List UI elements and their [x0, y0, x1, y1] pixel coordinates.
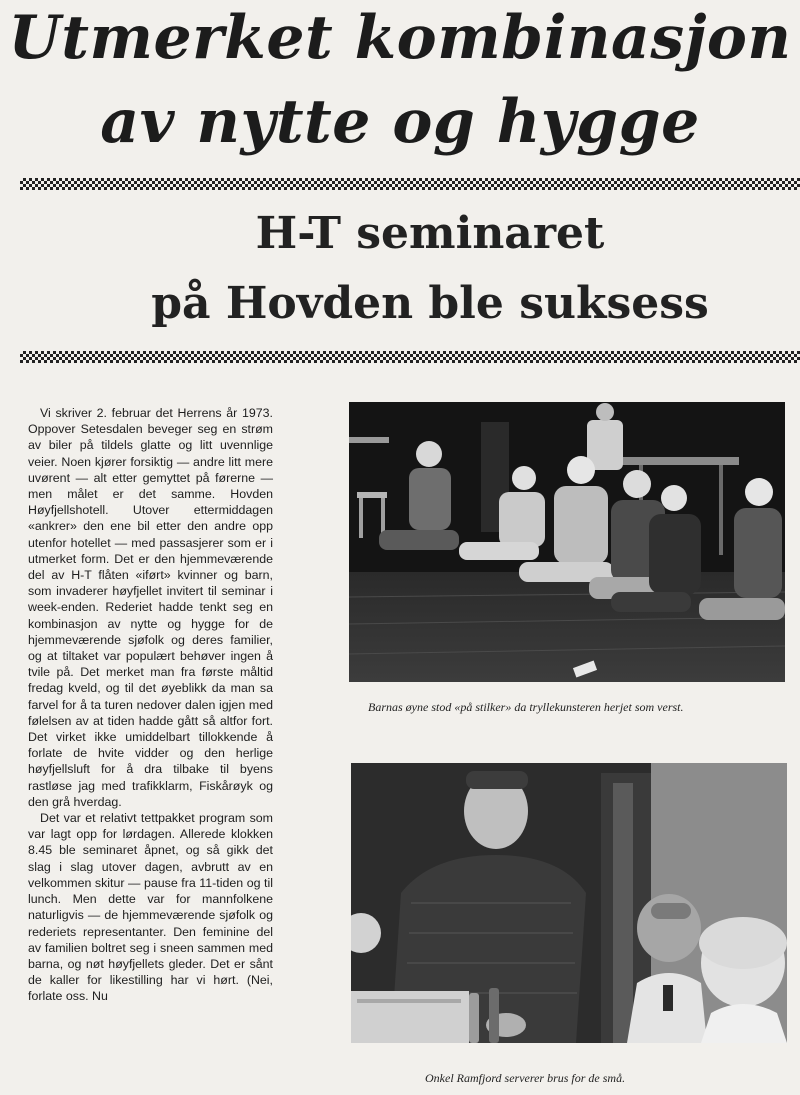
article-paragraph: Vi skriver 2. februar det Herrens år 1973. Oppover Setesdalen beveger seg en strøm av biler på tildels glatte og litt uvennlige veier. Noen kjører forsiktig — andre litt mere uvørent — alt etter gemyttet på førerne — men målet er det samme. Hovden Høyfjellshotell. Utover ettermiddagen «ankrer» den ene bil etter den andre opp utenfor hotellet — med passasjerer som er i utmerket form. Det er den hjemmeværende del av H-T flåten «iført» kvinner og barn, som invaderer høyfjellet invitert til seminar i week-enden. Rederiet hadde tenkt seg en kombinasjon av nytte og hygge for de hjemmeværende sjøfolk og deres familier, og at tiltaket var populært behøver ingen å tvile på. Det merket man fra første måltid fredag kveld, og til det øyeblikk da man sa farvel for å ta turen nedover dalen igjen med følelsen av at tiden hadde gått så altfor fort. Det virket ikke umiddelbart tillokkende å forlate de hvite vidder og den herlige høyfjellsluft for å dra tilbake til byens rastløse jag med trafikklarm, Fiskårøyk og den grå hverdag. [28, 406, 273, 809]
checkered-divider-top [20, 178, 800, 190]
subheadline-line-1: H-T seminaret [255, 208, 605, 259]
article-body [28, 405, 273, 1005]
photo-children-audience [349, 402, 785, 682]
photo-caption-1: Barnas øyne stod «på stilker» da tryllekunsteren herjet som verst. [368, 700, 684, 714]
headline-line-1: Utmerket kombinasjon [8, 3, 792, 73]
headline-line-2: av nytte og hygge [100, 87, 700, 157]
article-paragraph: Det var et relativt tettpakket program som var lagt opp for lørdagen. Allerede klokken 8.45 ble seminaret åpnet, og så gikk det slag i slag utover dagen, avbrutt av en velkommen skitur — pause fra 11-tiden og til lunch. Men dette var for mannfolkene naturligvis — de hjemmeværende sjøfolk og rederiets representanter. Den feminine del av familien boltret seg i sneen sammen med barna, og nøt høyfjellets gleder. Det er sånt de kaller for likestilling har vi hørt. (Nei, forlate oss. Nu [28, 811, 273, 1004]
photo-caption-2: Onkel Ramfjord serverer brus for de små. [425, 1071, 626, 1085]
photo-man-serving-drinks [351, 763, 787, 1043]
checkered-divider-bottom [20, 351, 800, 363]
subheadline-line-2: på Hovden ble suksess [151, 278, 709, 329]
